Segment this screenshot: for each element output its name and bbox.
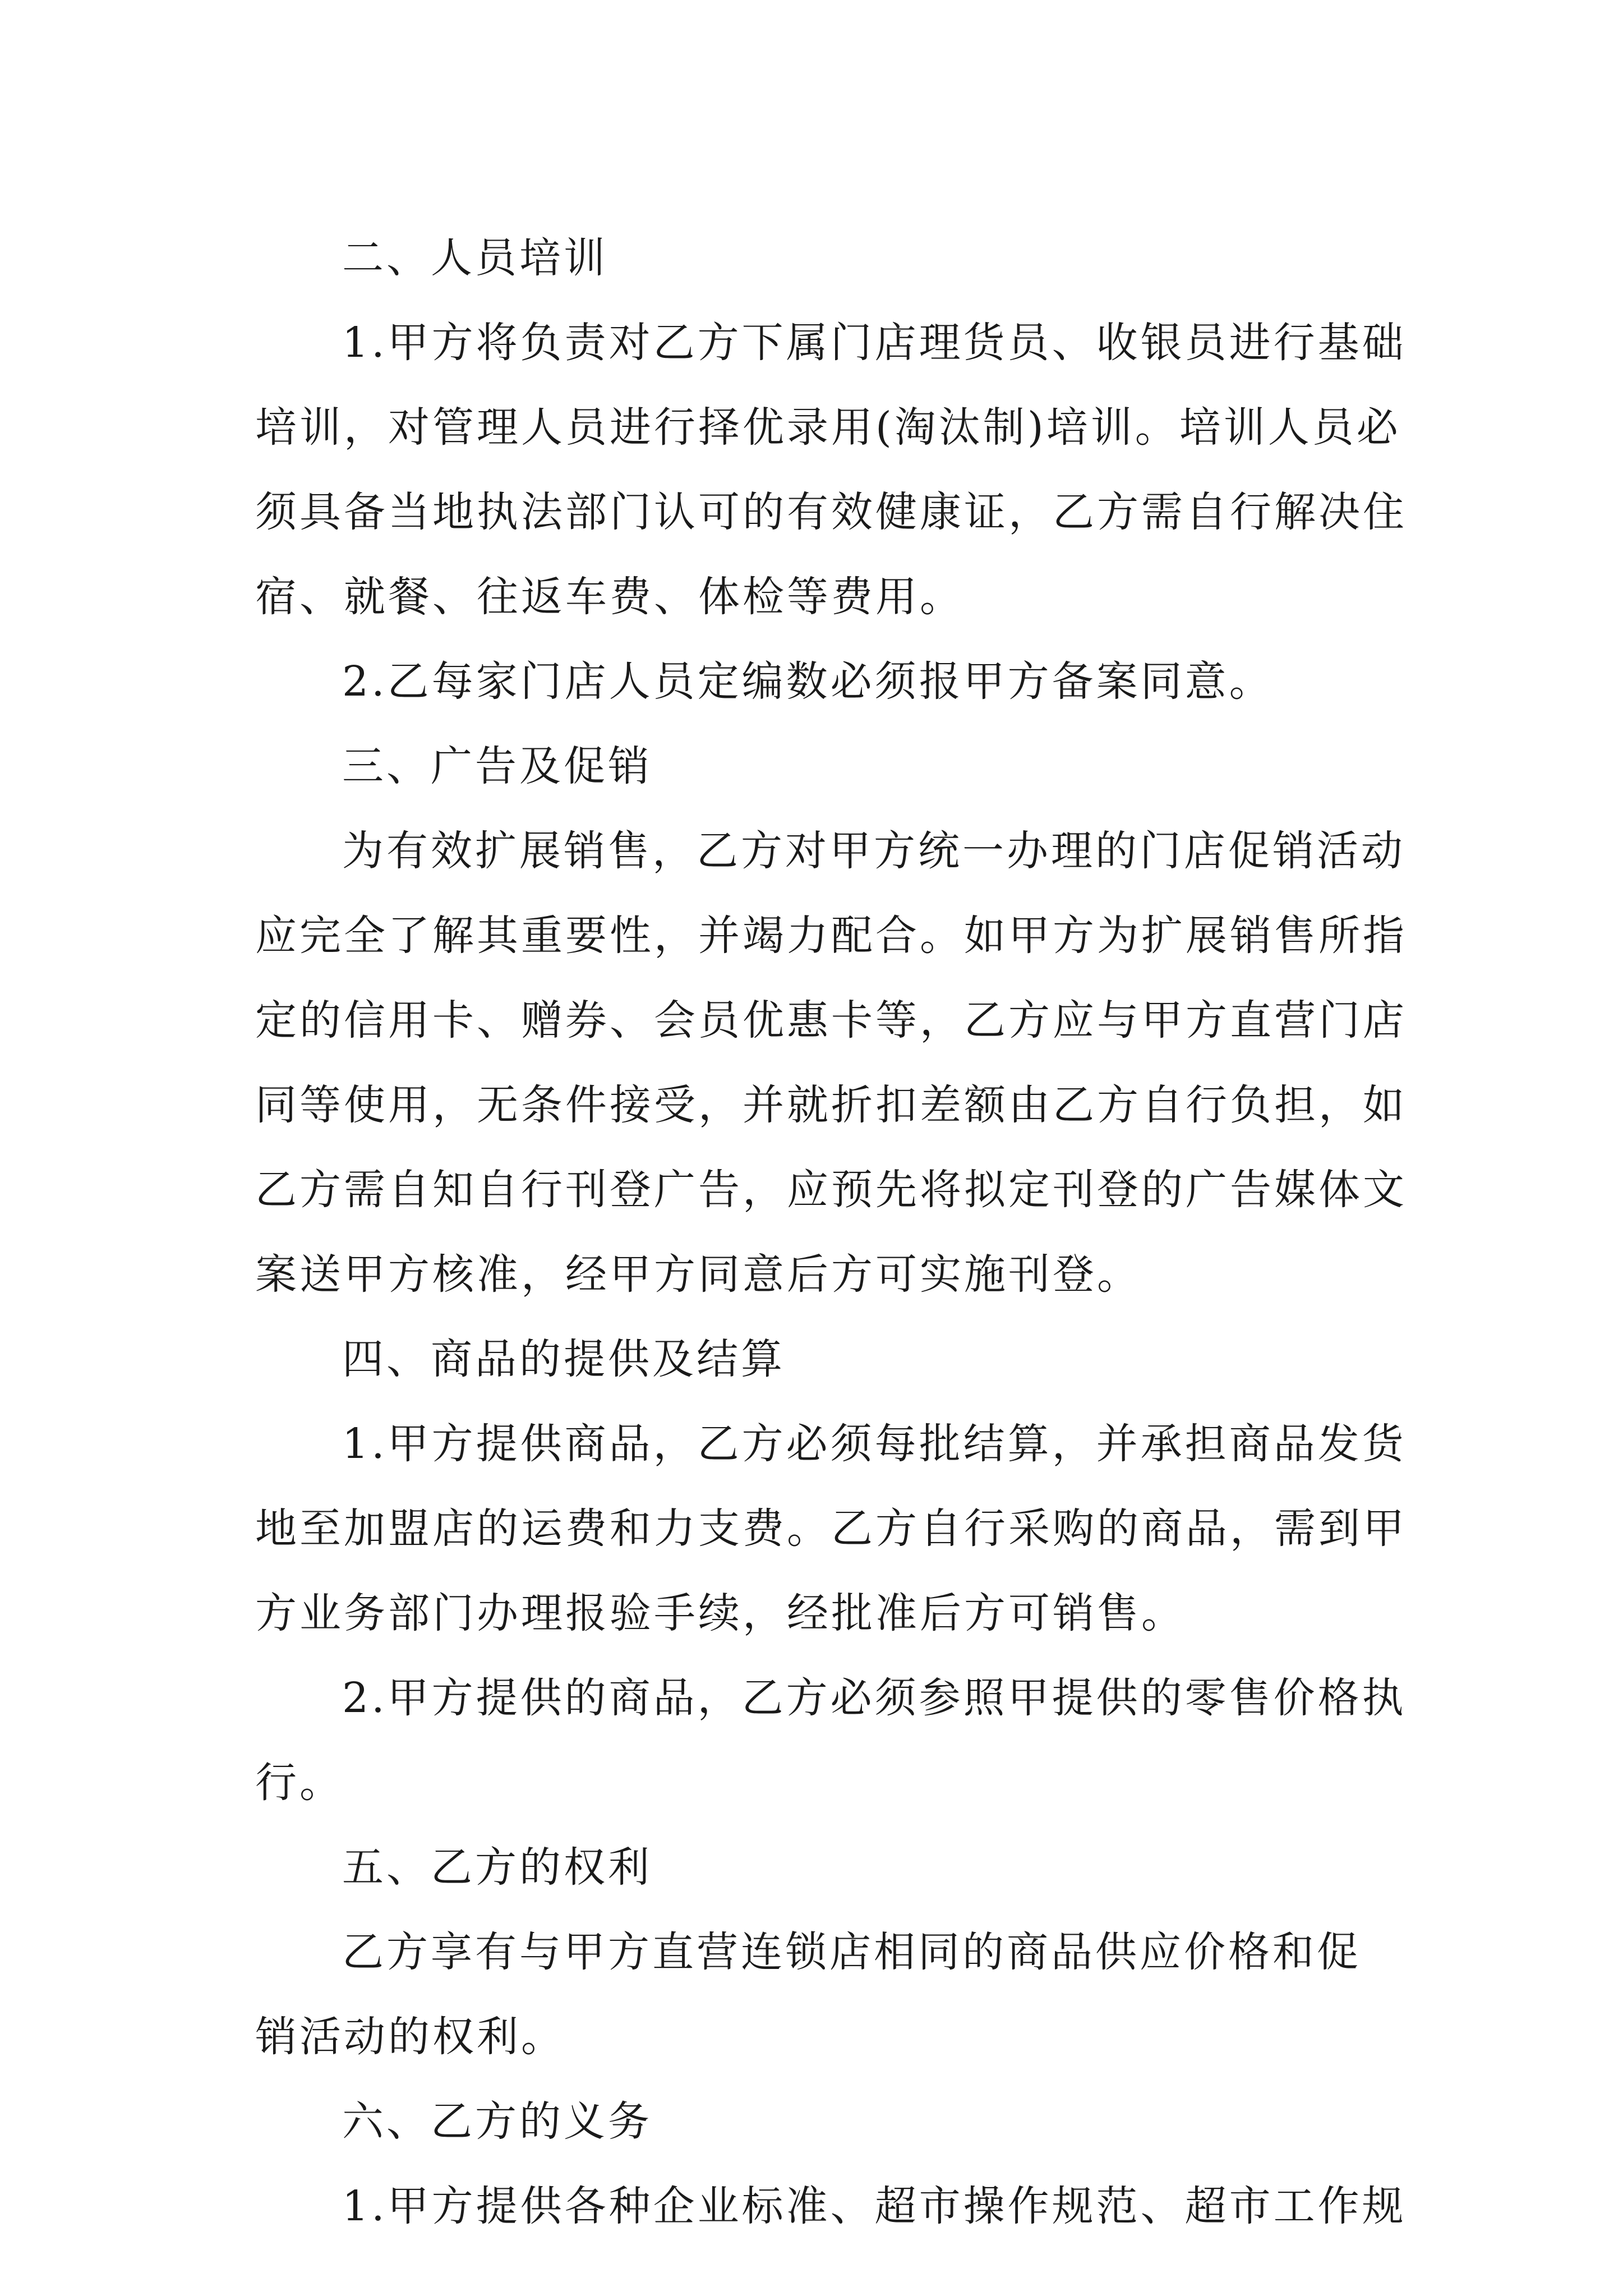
- text-line: 案送甲方核准，经甲方同意后方可实施刊登。: [255, 1250, 1141, 1299]
- section-heading-rights: 五、乙方的权利: [342, 1843, 652, 1892]
- text-line: 2.甲方提供的商品，乙方必须参照甲提供的零售价格执: [342, 1674, 1407, 1722]
- text-line: 同等使用，无条件接受，并就折扣差额由乙方自行负担，如: [255, 1081, 1407, 1129]
- text-line: 地至加盟店的运费和力支费。乙方自行采购的商品，需到甲: [255, 1504, 1407, 1553]
- text-line: 乙方需自知自行刊登广告，应预先将拟定刊登的广告媒体文: [255, 1166, 1407, 1214]
- text-line: 须具备当地执法部门认可的有效健康证，乙方需自行解决住: [255, 488, 1407, 536]
- text-line: 乙方享有与甲方直营连锁店相同的商品供应价格和促: [342, 1928, 1361, 1976]
- text-line: 定的信用卡、赠券、会员优惠卡等，乙方应与甲方直营门店: [255, 996, 1407, 1045]
- text-line: 行。: [255, 1759, 344, 1807]
- section-heading-training: 二、人员培训: [342, 234, 608, 282]
- text-line: 1.甲方将负责对乙方下属门店理货员、收银员进行基础: [342, 319, 1407, 367]
- section-heading-obligations: 六、乙方的义务: [342, 2097, 652, 2146]
- text-line: 2.乙每家门店人员定编数必须报甲方备案同意。: [342, 657, 1274, 706]
- text-line: 应完全了解其重要性，并竭力配合。如甲方为扩展销售所指: [255, 912, 1407, 960]
- text-line: 方业务部门办理报验手续，经批准后方可销售。: [255, 1589, 1186, 1637]
- text-line: 为有效扩展销售，乙方对甲方统一办理的门店促销活动: [342, 827, 1405, 875]
- text-line: 培训，对管理人员进行择优录用(淘汰制)培训。培训人员必: [255, 403, 1401, 452]
- section-heading-advertising: 三、广告及促销: [342, 742, 652, 790]
- text-line: 销活动的权利。: [255, 2013, 565, 2061]
- document-body: [255, 216, 1407, 2249]
- section-heading-goods-settlement: 四、商品的提供及结算: [342, 1335, 785, 1383]
- text-line: 1.甲方提供各种企业标准、超市操作规范、超市工作规: [342, 2182, 1407, 2230]
- text-line: 1.甲方提供商品，乙方必须每批结算，并承担商品发货: [342, 1420, 1407, 1468]
- text-line: 宿、就餐、往返车费、体检等费用。: [255, 573, 964, 621]
